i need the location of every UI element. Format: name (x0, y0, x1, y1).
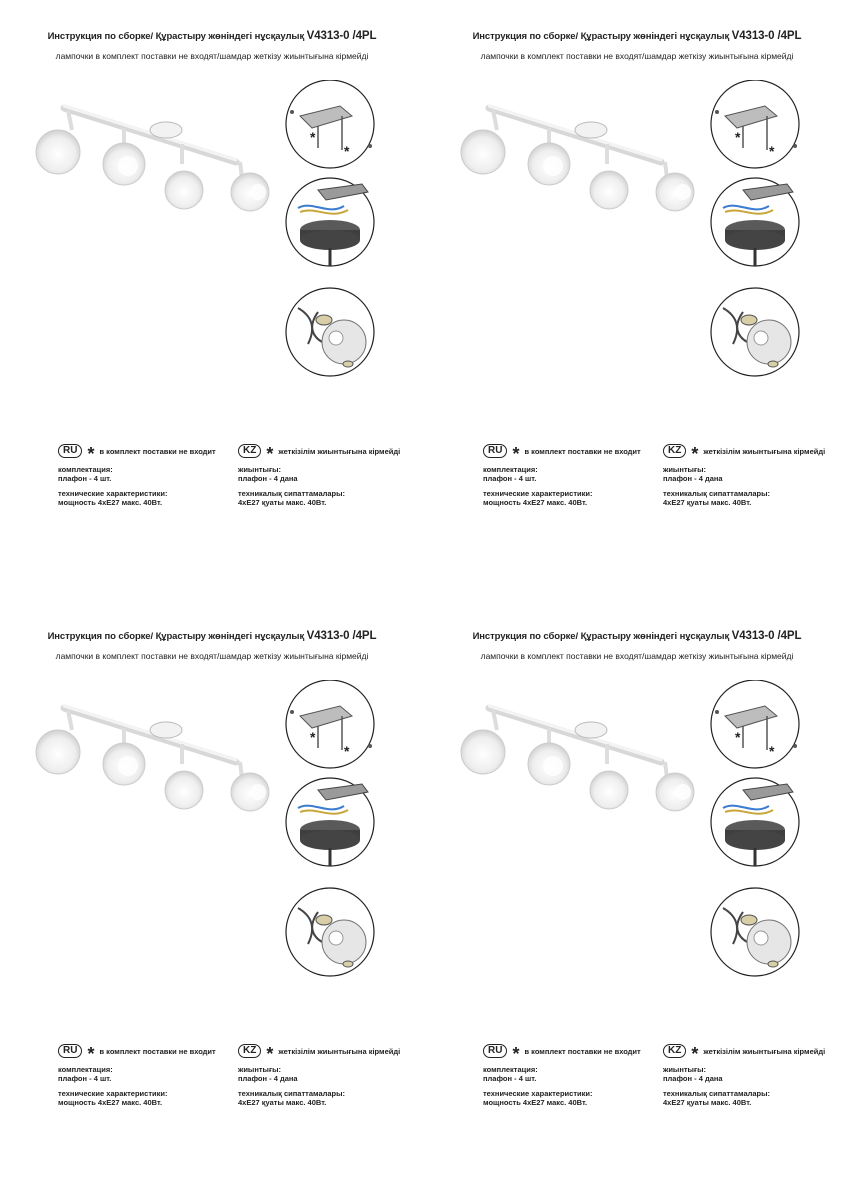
ru-spec-value: мощность 4xE27 макс. 40Вт. (483, 1098, 588, 1107)
step-1-mark-a: * (310, 729, 316, 745)
ru-spec-label: технические характеристики: (483, 489, 593, 498)
lamp-illustration (453, 700, 703, 820)
kz-spec-value: 4xE27 қуаты макс. 40Вт. (663, 1098, 752, 1107)
step-1-mark-a: * (735, 729, 741, 745)
ru-note: в комплект поставки не входит (524, 446, 641, 456)
kz-note: жеткізілім жиынтығына кірмейді (278, 446, 401, 456)
lamp-illustration (28, 700, 278, 820)
kz-kit-value: плафон - 4 дана (238, 474, 298, 483)
ru-note: в комплект поставки не входит (99, 1046, 216, 1056)
kz-spec-value: 4xE27 қуаты макс. 40Вт. (663, 498, 752, 507)
kz-spec-label: техникалық сипаттамалары: (663, 1089, 771, 1098)
kz-kit-label: жиынтығы: (663, 1065, 706, 1074)
step-1-circle (286, 80, 374, 168)
bulbs-note: лампочки в комплект поставки не входят/шамдар жеткізу жиынтығына кірмейді (480, 651, 794, 661)
assembly-steps (703, 80, 807, 380)
kz-badge: KZ (663, 444, 686, 458)
title-prefix: Инструкция по сборке/ Құрастыру жөніндегі нұсқаулық (472, 631, 730, 642)
ru-kit-label: комплектация: (483, 1065, 538, 1074)
assembly-steps (278, 80, 382, 380)
assembly-steps (703, 680, 807, 980)
step-1-mark-b: * (344, 743, 350, 759)
kz-info-block (663, 443, 838, 507)
model-number: V4313-0 /4PL (306, 30, 377, 42)
ru-asterisk: * (87, 1044, 95, 1064)
step-3-shade (747, 320, 791, 364)
step-1-mark-b: * (769, 743, 775, 759)
ru-note: в комплект поставки не входит (524, 1046, 641, 1056)
kz-kit-value: плафон - 4 дана (238, 1074, 298, 1083)
canopy (150, 122, 182, 138)
step-3-shade (322, 920, 366, 964)
ru-kit-label: комплектация: (483, 465, 538, 474)
sheet-title (425, 30, 849, 42)
kz-spec-value: 4xE27 қуаты макс. 40Вт. (238, 498, 327, 507)
ru-spec-label: технические характеристики: (58, 489, 168, 498)
kz-kit-label: жиынтығы: (663, 465, 706, 474)
sheet-title (0, 630, 424, 642)
ru-asterisk: * (512, 1044, 520, 1064)
ru-kit-value: плафон - 4 шт. (58, 474, 112, 483)
kz-badge: KZ (238, 444, 261, 458)
instruction-sheet-2 (425, 0, 849, 600)
shade (165, 771, 203, 809)
assembly-steps (278, 680, 382, 980)
bulbs-note: лампочки в комплект поставки не входят/шамдар жеткізу жиынтығына кірмейді (55, 51, 369, 61)
kz-spec-label: техникалық сипаттамалары: (238, 1089, 346, 1098)
kz-spec-label: техникалық сипаттамалары: (663, 489, 771, 498)
shade (461, 730, 505, 774)
model-number: V4313-0 /4PL (306, 630, 377, 642)
step-1-mark-b: * (769, 143, 775, 159)
kz-kit-label: жиынтығы: (238, 465, 281, 474)
title-prefix: Инструкция по сборке/ Құрастыру жөніндегі нұсқаулық (47, 31, 305, 42)
bulbs-note: лампочки в комплект поставки не входят/шамдар жеткізу жиынтығына кірмейді (55, 651, 369, 661)
bulbs-note: лампочки в комплект поставки не входят/шамдар жеткізу жиынтығына кірмейді (480, 51, 794, 61)
title-prefix: Инструкция по сборке/ Құрастыру жөніндегі нұсқаулық (47, 631, 305, 642)
instruction-sheet-1 (0, 0, 424, 600)
ru-spec-label: технические характеристики: (58, 1089, 168, 1098)
kz-asterisk: * (266, 1044, 274, 1064)
model-number: V4313-0 /4PL (731, 30, 802, 42)
kz-kit-value: плафон - 4 дана (663, 1074, 723, 1083)
ru-badge: RU (58, 1044, 82, 1058)
step-1-circle (286, 680, 374, 768)
step-1-mark-a: * (310, 129, 316, 145)
step-3-shade (747, 920, 791, 964)
kz-info-block (238, 1043, 413, 1107)
canopy (575, 722, 607, 738)
kz-note: жеткізілім жиынтығына кірмейді (278, 1046, 401, 1056)
ru-kit-value: плафон - 4 шт. (58, 1074, 112, 1083)
ru-note: в комплект поставки не входит (99, 446, 216, 456)
ru-info-block (483, 443, 658, 507)
canopy (150, 722, 182, 738)
shade (36, 730, 80, 774)
kz-badge: KZ (663, 1044, 686, 1058)
kz-badge: KZ (238, 1044, 261, 1058)
ru-info-block (58, 443, 233, 507)
kz-asterisk: * (691, 444, 699, 464)
title-prefix: Инструкция по сборке/ Құрастыру жөніндегі нұсқаулық (472, 31, 730, 42)
shade (36, 130, 80, 174)
kz-note: жеткізілім жиынтығына кірмейді (703, 1046, 826, 1056)
ru-info-block (58, 1043, 233, 1107)
ru-info-block (483, 1043, 658, 1107)
ru-asterisk: * (512, 444, 520, 464)
ru-asterisk: * (87, 444, 95, 464)
ru-kit-label: комплектация: (58, 465, 113, 474)
shade (590, 771, 628, 809)
step-3-shade (322, 320, 366, 364)
ru-badge: RU (483, 1044, 507, 1058)
ru-spec-label: технические характеристики: (483, 1089, 593, 1098)
sheet-title (0, 30, 424, 42)
lamp-illustration (28, 100, 278, 220)
kz-info-block (238, 443, 413, 507)
sheet-title (425, 630, 849, 642)
kz-info-block (663, 1043, 838, 1107)
instruction-sheet-4 (425, 600, 849, 1200)
step-1-circle (711, 680, 799, 768)
kz-spec-value: 4xE27 қуаты макс. 40Вт. (238, 1098, 327, 1107)
shade (461, 130, 505, 174)
kz-asterisk: * (691, 1044, 699, 1064)
step-1-mark-a: * (735, 129, 741, 145)
kz-asterisk: * (266, 444, 274, 464)
model-number: V4313-0 /4PL (731, 630, 802, 642)
ru-kit-label: комплектация: (58, 1065, 113, 1074)
ru-spec-value: мощность 4xE27 макс. 40Вт. (58, 498, 163, 507)
step-1-mark-b: * (344, 143, 350, 159)
kz-note: жеткізілім жиынтығына кірмейді (703, 446, 826, 456)
step-1-circle (711, 80, 799, 168)
shade (590, 171, 628, 209)
kz-kit-label: жиынтығы: (238, 1065, 281, 1074)
kz-spec-label: техникалық сипаттамалары: (238, 489, 346, 498)
ru-badge: RU (58, 444, 82, 458)
ru-kit-value: плафон - 4 шт. (483, 474, 537, 483)
ru-spec-value: мощность 4xE27 макс. 40Вт. (58, 1098, 163, 1107)
ru-kit-value: плафон - 4 шт. (483, 1074, 537, 1083)
instruction-sheet-3 (0, 600, 424, 1200)
lamp-illustration (453, 100, 703, 220)
canopy (575, 122, 607, 138)
ru-badge: RU (483, 444, 507, 458)
shade (165, 171, 203, 209)
ru-spec-value: мощность 4xE27 макс. 40Вт. (483, 498, 588, 507)
kz-kit-value: плафон - 4 дана (663, 474, 723, 483)
